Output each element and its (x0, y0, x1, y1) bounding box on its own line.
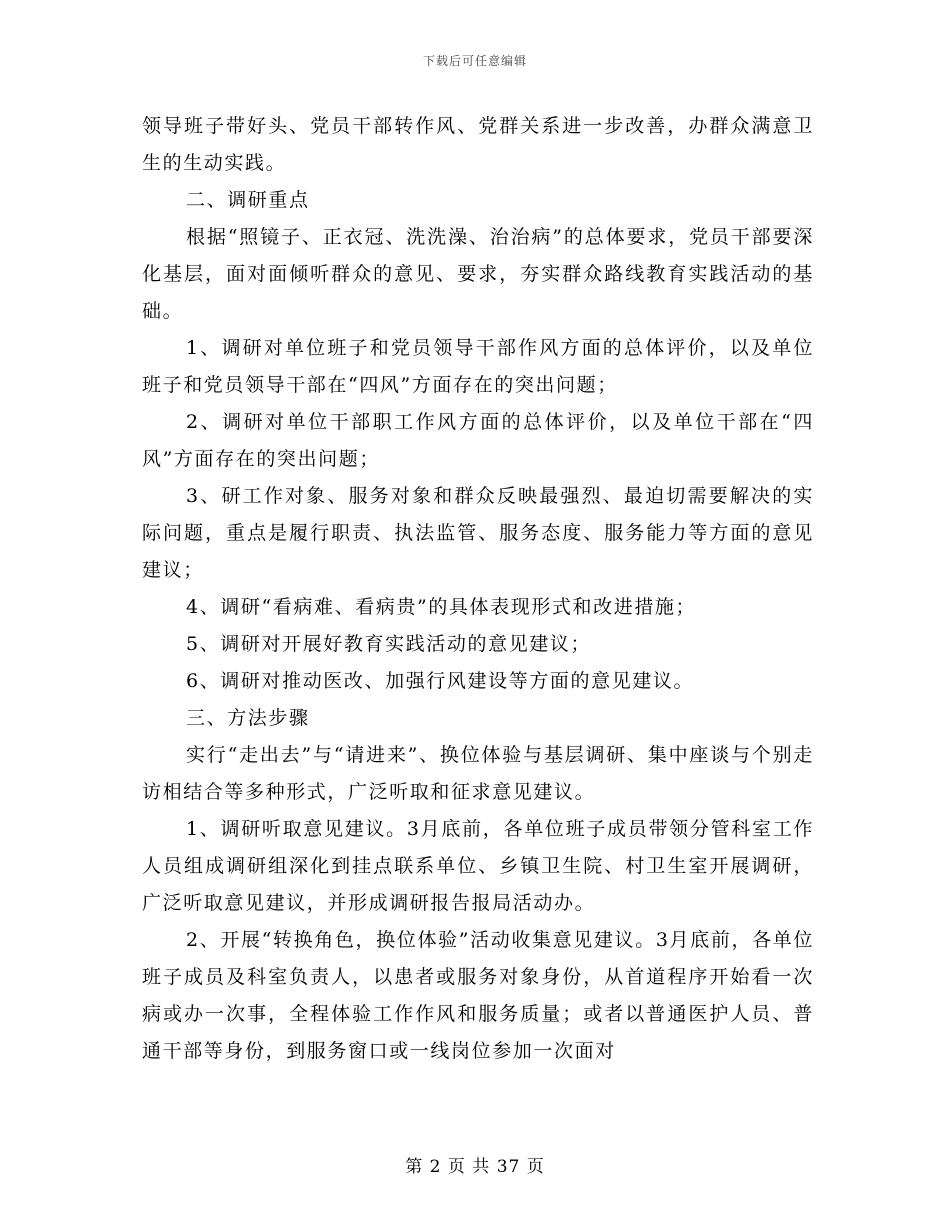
section-heading: 三、方法步骤 (186, 707, 310, 729)
list-item: 2、开展“转换角色，换位体验”活动收集意见建议。3月底前，各单位班子成员及科室负责人，以患者或服务对象身份，从首道程序开始看一次病或办一次事，全程体验工作作风和服务质量；或者以普通医护人员、普通干部等身份，到服务窗口或一线岗位参加一次面对 (142, 929, 814, 1062)
document-body (142, 108, 814, 1070)
paragraph: 实行“走出去”与“请进来”、换位体验与基层调研、集中座谈与个别走访相结合等多种形式，广泛听取和征求意见建议。 (142, 744, 814, 803)
paragraph: 根据“照镜子、正衣冠、洗洗澡、治治病”的总体要求，党员干部要深化基层，面对面倾听群众的意见、要求，夯实群众路线教育实践活动的基础。 (142, 226, 814, 322)
list-item: 4、调研“看病难、看病贵”的具体表现形式和改进措施； (186, 596, 697, 618)
list-item: 3、研工作对象、服务对象和群众反映最强烈、最迫切需要解决的实际问题，重点是履行职责、执法监管、服务态度、服务能力等方面的意见建议； (142, 485, 814, 581)
page-number-footer: 第 2 页 共 37 页 (405, 1157, 545, 1177)
paragraph: 领导班子带好头、党员干部转作风、党群关系进一步改善，办群众满意卫生的生动实践。 (142, 115, 814, 174)
list-item: 5、调研对开展好教育实践活动的意见建议； (186, 633, 592, 655)
list-item: 1、调研听取意见建议。3月底前，各单位班子成员带领分管科室工作人员组成调研组深化到挂点联系单位、乡镇卫生院、村卫生室开展调研，广泛听取意见建议，并形成调研报告报局活动办。 (142, 818, 814, 914)
list-item: 1、调研对单位班子和党员领导干部作风方面的总体评价，以及单位班子和党员领导干部在“四风”方面存在的突出问题； (142, 337, 814, 396)
list-item: 2、调研对单位干部职工作风方面的总体评价，以及单位干部在“四风”方面存在的突出问题； (142, 411, 814, 470)
section-heading: 二、调研重点 (186, 189, 310, 211)
list-item: 6、调研对推动医改、加强行风建设等方面的意见建议。 (186, 670, 695, 692)
page-header: 下载后可任意编辑 (422, 54, 527, 68)
